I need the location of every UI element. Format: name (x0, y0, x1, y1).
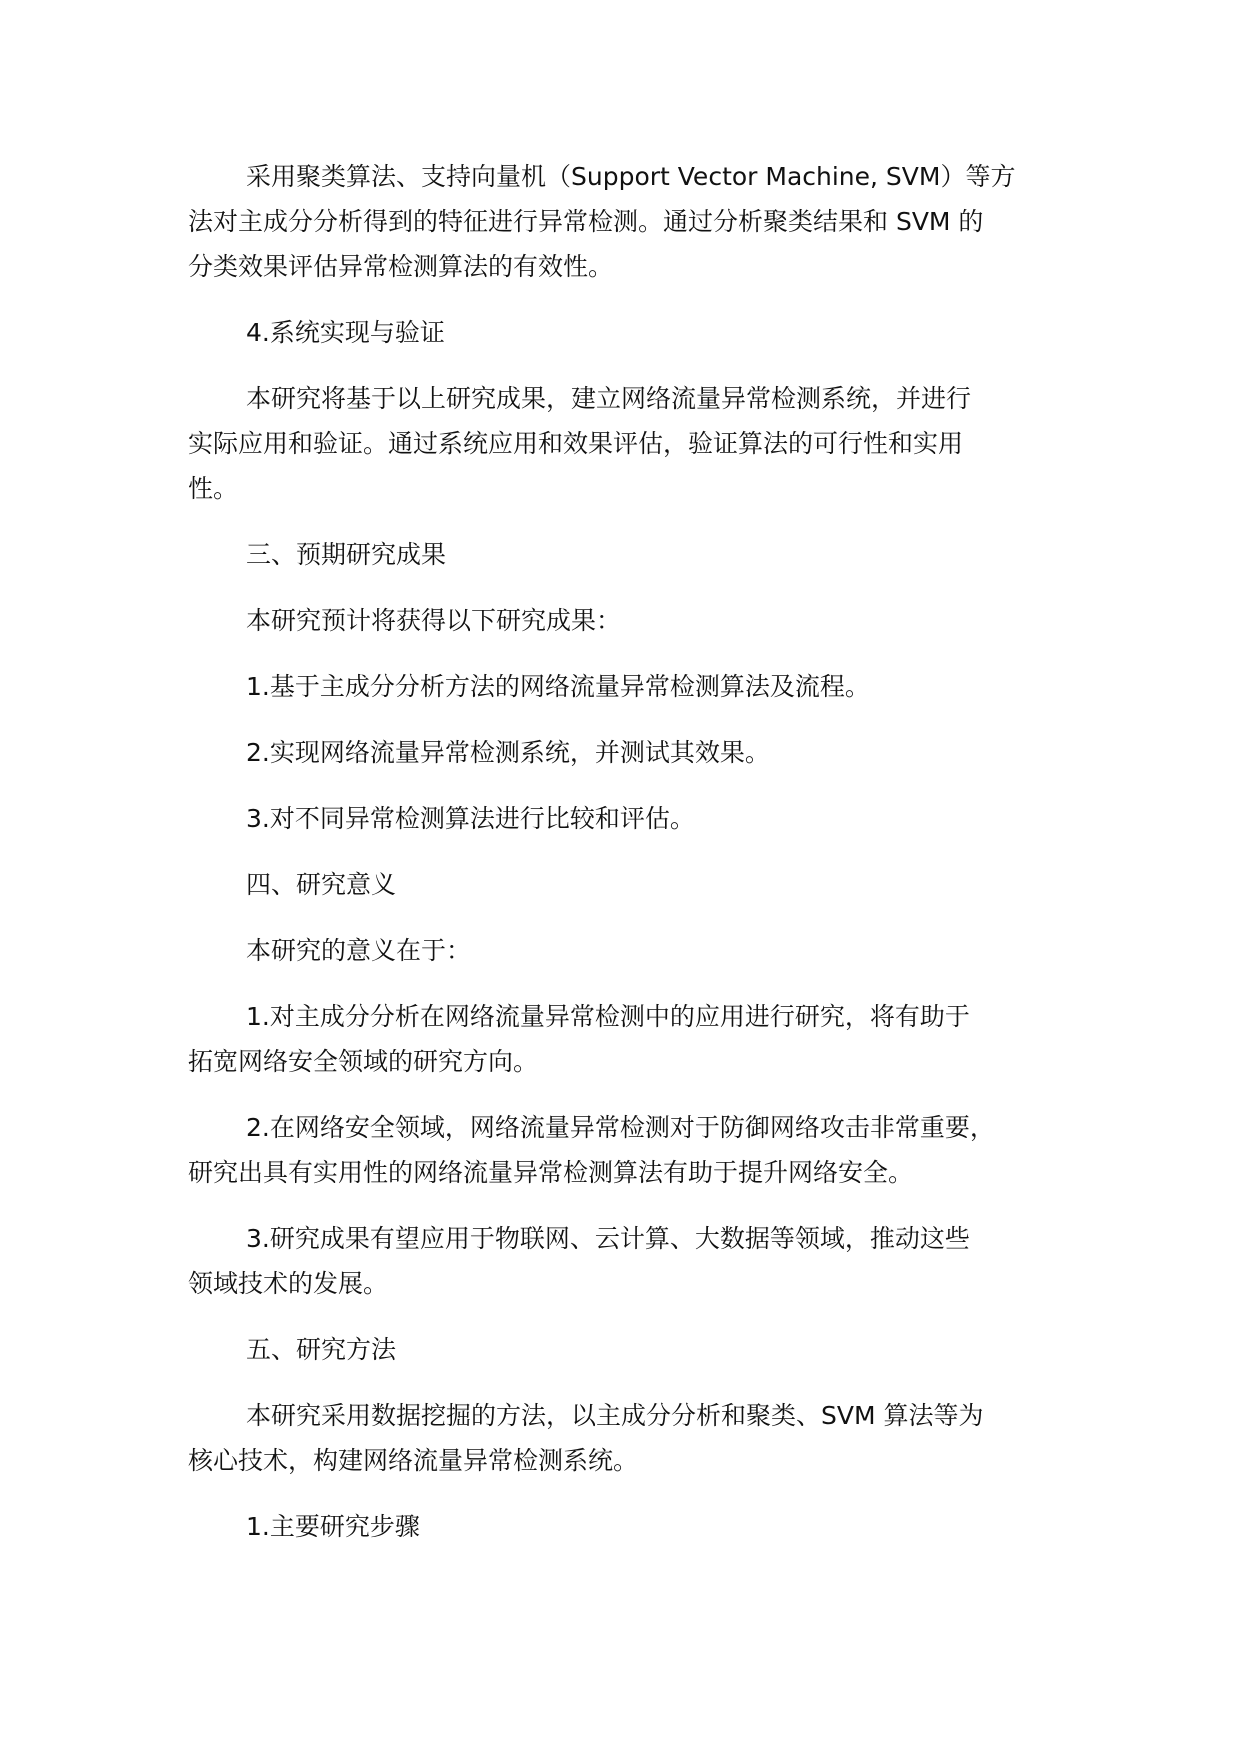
paragraph-line: 性。 (188, 474, 239, 503)
list-item-significance-3 (188, 1216, 1088, 1306)
list-item-significance-1 (188, 994, 1088, 1084)
list-item-text: 3.对不同异常检测算法进行比较和评估。 (246, 804, 695, 833)
section-heading-expected-results (188, 532, 1088, 577)
section-heading-significance (188, 862, 1088, 907)
heading-text: 三、预期研究成果 (246, 540, 447, 569)
list-item-expected-result-3 (188, 796, 1088, 841)
paragraph-line: 实际应用和验证。通过系统应用和效果评估，验证算法的可行性和实用 (188, 429, 964, 458)
paragraph-line: 采用聚类算法、支持向量机（Support Vector Machine, SVM）等方 (246, 162, 1016, 191)
list-item-text: 2.在网络安全领域，网络流量异常检测对于防御网络攻击非常重要， (246, 1113, 995, 1142)
heading-text: 四、研究意义 (246, 870, 397, 899)
paragraph-line: 本研究采用数据挖掘的方法，以主成分分析和聚类、SVM 算法等为 (246, 1401, 984, 1430)
paragraph-line: 本研究的意义在于： (246, 936, 472, 965)
list-item-expected-result-1 (188, 664, 1088, 709)
paragraph-line: 本研究将基于以上研究成果，建立网络流量异常检测系统，并进行 (246, 384, 972, 413)
heading-text: 4.系统实现与验证 (246, 318, 445, 347)
list-item-text: 研究出具有实用性的网络流量异常检测算法有助于提升网络安全。 (188, 1158, 914, 1187)
list-item-text: 拓宽网络安全领域的研究方向。 (188, 1047, 539, 1076)
paragraph-line: 分类效果评估异常检测算法的有效性。 (188, 252, 614, 281)
heading-text: 1.主要研究步骤 (246, 1512, 420, 1541)
list-item-expected-result-2 (188, 730, 1088, 775)
list-item-text: 1.基于主成分分析方法的网络流量异常检测算法及流程。 (246, 672, 870, 701)
list-item-significance-2 (188, 1105, 1088, 1195)
paragraph-research-methods (188, 1393, 1088, 1483)
list-item-text: 1.对主成分分析在网络流量异常检测中的应用进行研究，将有助于 (246, 1002, 970, 1031)
paragraph-line: 本研究预计将获得以下研究成果： (246, 606, 622, 635)
paragraph-significance-intro (188, 928, 1088, 973)
paragraph-anomaly-detection-method (188, 154, 1088, 289)
list-item-text: 领域技术的发展。 (188, 1269, 389, 1298)
list-item-text: 2.实现网络流量异常检测系统，并测试其效果。 (246, 738, 770, 767)
section-heading-research-methods (188, 1327, 1088, 1372)
section-heading-system-implementation (188, 310, 1088, 355)
heading-text: 五、研究方法 (246, 1335, 397, 1364)
paragraph-line: 核心技术，构建网络流量异常检测系统。 (188, 1446, 639, 1475)
paragraph-expected-results-intro (188, 598, 1088, 643)
list-item-text: 3.研究成果有望应用于物联网、云计算、大数据等领域，推动这些 (246, 1224, 970, 1253)
paragraph-system-validation (188, 376, 1088, 511)
document-body (188, 154, 1088, 1570)
section-heading-main-steps (188, 1504, 1088, 1549)
paragraph-line: 法对主成分分析得到的特征进行异常检测。通过分析聚类结果和 SVM 的 (188, 207, 984, 236)
